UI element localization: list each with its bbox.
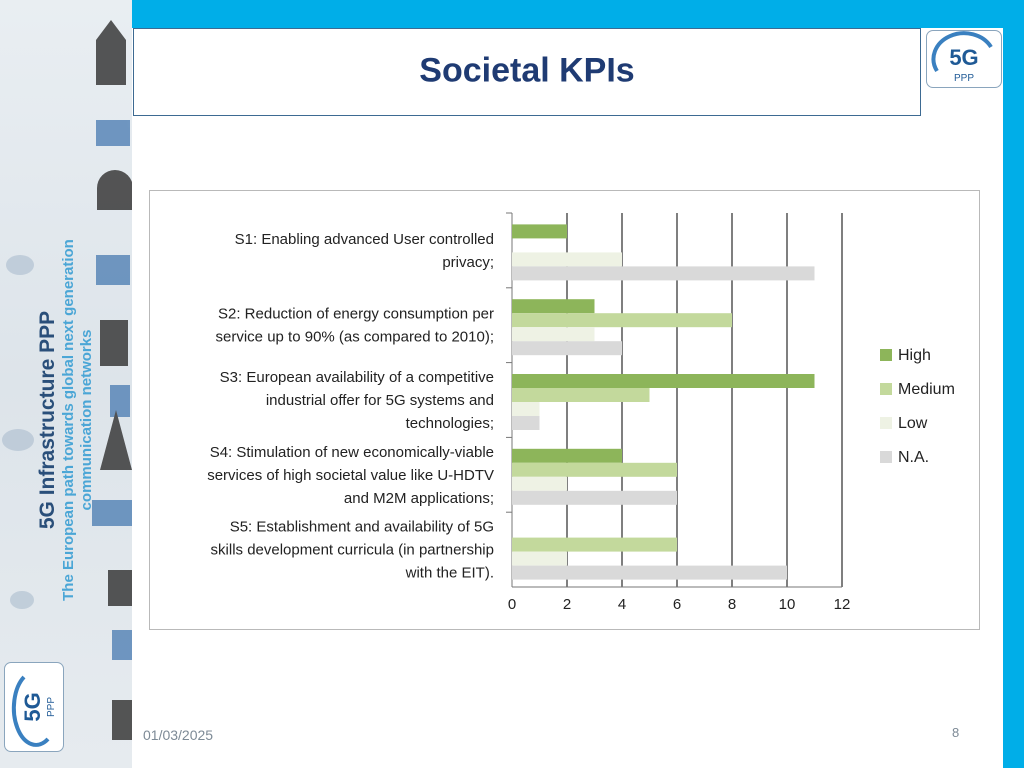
category-label-line: skills development curricula (in partnership <box>210 541 494 559</box>
category-label-line: technologies; <box>405 415 494 432</box>
category-label-line: services of high societal value like U-HDTV <box>207 466 494 484</box>
x-tick-label: 0 <box>507 596 517 613</box>
legend-label-low: Low <box>898 415 928 432</box>
sidebar-decoration <box>0 0 132 768</box>
category-label-line: service up to 90% (as compared to 2010); <box>215 328 494 346</box>
bar-na-s3 <box>512 416 540 430</box>
bar-medium-s4 <box>512 463 677 477</box>
bar-high-s1 <box>512 224 567 238</box>
x-tick-label: 10 <box>778 596 796 613</box>
category-label-line: S3: European availability of a competitive <box>219 369 494 386</box>
legend-swatch-medium <box>880 383 892 395</box>
sidebar-subtitle-1: The European path towards global next generation <box>60 239 77 601</box>
bar-low-s3 <box>512 402 540 416</box>
category-label-line: with the EIT). <box>405 564 494 582</box>
logo-5g-ppp <box>926 30 1002 88</box>
logo-5g-ppp-sidebar <box>4 662 64 752</box>
legend-swatch-na <box>880 451 892 463</box>
x-tick-label: 6 <box>672 596 682 613</box>
bar-na-s4 <box>512 491 677 505</box>
category-label-line: S4: Stimulation of new economically-viable <box>209 443 494 461</box>
category-label-line: privacy; <box>442 253 494 271</box>
title-box <box>133 28 921 116</box>
chart-frame <box>149 190 980 630</box>
top-accent-bar <box>132 0 1024 28</box>
footer-date: 01/03/2025 <box>143 727 214 743</box>
logo-subtext: PPP <box>953 73 975 84</box>
logo-5g-icon-sidebar <box>5 663 63 751</box>
bar-medium-s5 <box>512 538 677 552</box>
bar-low-s1 <box>512 252 622 266</box>
societal-kpi-chart <box>150 191 979 629</box>
x-tick-label: 2 <box>562 596 572 613</box>
legend-label-medium: Medium <box>898 381 955 398</box>
bar-medium-s2 <box>512 313 732 327</box>
bar-low-s4 <box>512 477 567 491</box>
logo-5g-icon <box>927 31 1001 87</box>
bar-low-s5 <box>512 552 567 566</box>
x-tick-label: 12 <box>833 596 851 613</box>
category-label-line: S2: Reduction of energy consumption per <box>218 305 494 323</box>
bar-high-s2 <box>512 299 595 313</box>
category-label-line: and M2M applications; <box>343 489 494 507</box>
category-label-line: S5: Establishment and availability of 5G <box>229 518 494 536</box>
page-number: 8 <box>952 725 960 740</box>
bar-na-s1 <box>512 266 815 280</box>
logo-subtext-sidebar: PPP <box>46 696 57 718</box>
logo-text-sidebar: 5G <box>20 692 45 722</box>
bar-low-s2 <box>512 327 595 341</box>
legend-label-high: High <box>898 347 931 364</box>
bar-high-s4 <box>512 449 622 463</box>
bar-high-s3 <box>512 374 815 388</box>
x-tick-label: 4 <box>617 596 627 613</box>
sidebar-subtitle-2: communication networks <box>78 329 95 511</box>
legend-label-na: N.A. <box>898 449 930 466</box>
right-accent-strip <box>1003 0 1024 768</box>
category-label-line: S1: Enabling advanced User controlled <box>234 230 494 248</box>
bar-na-s5 <box>512 566 787 580</box>
x-tick-label: 8 <box>727 596 737 613</box>
logo-text: 5G <box>949 45 979 70</box>
legend-swatch-high <box>880 349 892 361</box>
sidebar-title: 5G Infrastructure PPP <box>36 310 59 530</box>
category-label-line: industrial offer for 5G systems and <box>265 392 494 409</box>
bar-na-s2 <box>512 341 622 355</box>
page-title: Societal KPIs <box>419 51 635 90</box>
legend-swatch-low <box>880 417 892 429</box>
bar-medium-s3 <box>512 388 650 402</box>
